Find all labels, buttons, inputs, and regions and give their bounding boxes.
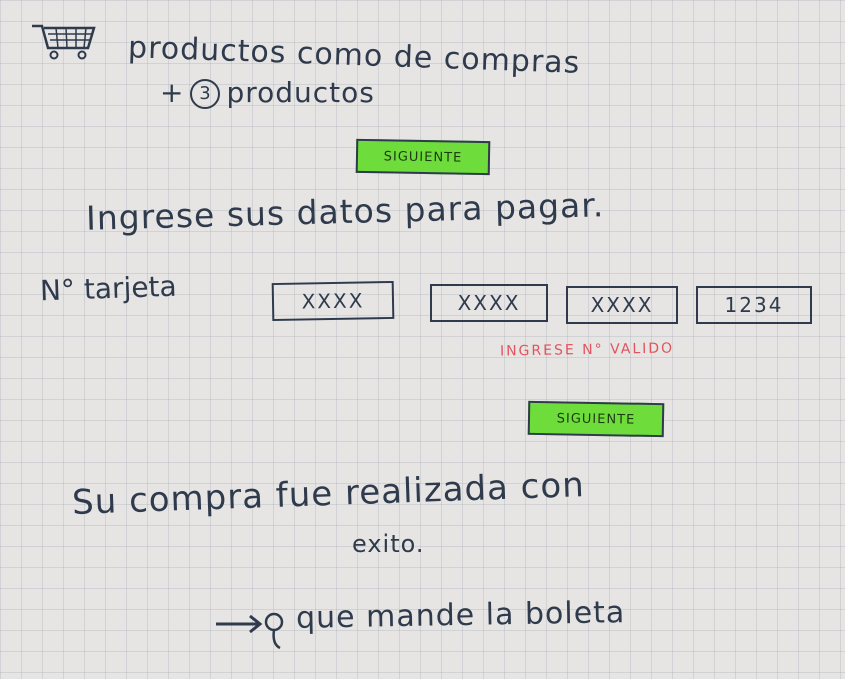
next-button-payment[interactable]: SIGUIENTE [528,401,665,437]
success-message-cont: exito. [352,530,425,558]
card-number-field-4[interactable]: 1234 [696,286,812,324]
payment-prompt: Ingrese sus datos para pagar. [85,185,605,238]
arrow-right-icon [212,606,290,654]
receipt-note: que mande la boleta [295,595,626,636]
count-suffix: productos [226,76,375,109]
card-number-label: N° tarjeta [39,269,178,308]
count-prefix: + [160,76,185,109]
card-error-message: INGRESE N° VALIDO [499,340,675,360]
cart-count-line [160,76,375,109]
card-number-field-3[interactable]: XXXX [566,286,678,324]
card-number-field-2[interactable]: XXXX [430,284,548,322]
card-number-field-1[interactable]: XXXX [272,281,395,321]
cart-title: productos como de compras [127,30,581,81]
product-count-badge: 3 [190,79,220,109]
shopping-cart-icon [30,20,102,62]
next-button-cart[interactable]: SIGUIENTE [356,139,491,175]
success-message: Su compra fue realizada con [71,465,586,523]
